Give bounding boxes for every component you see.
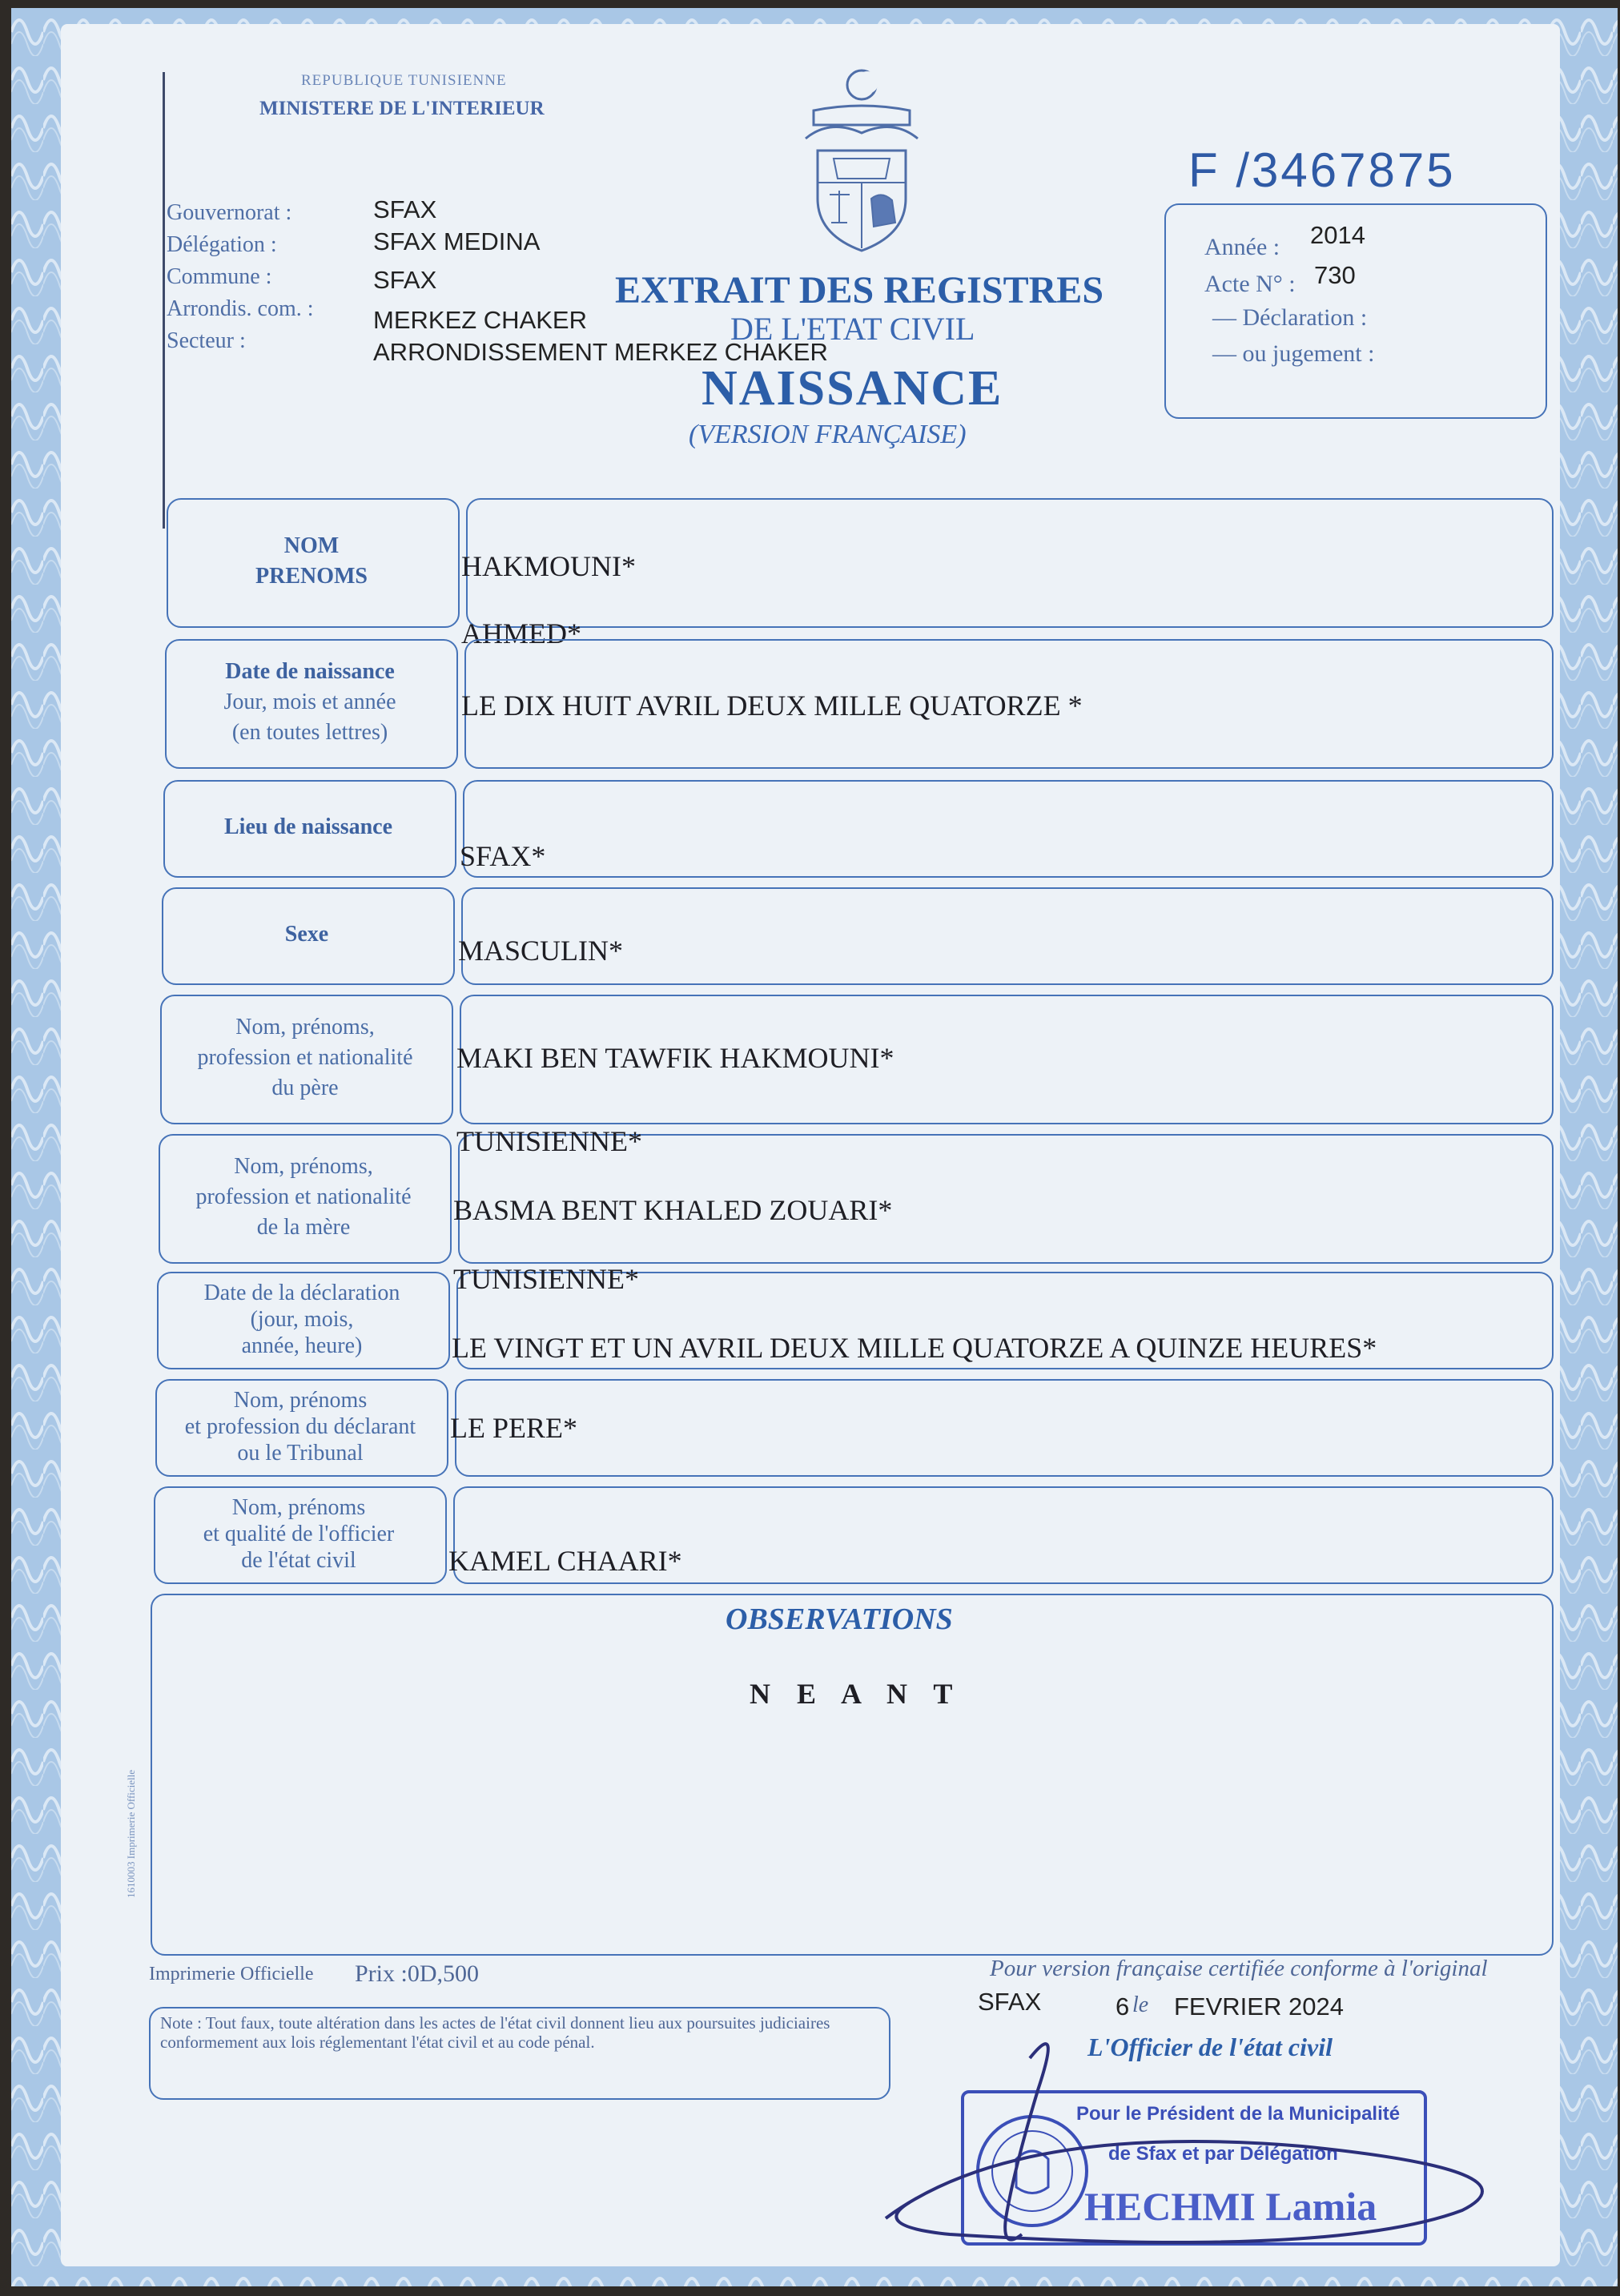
stamp-line-1: Pour le Président de la Municipalité <box>1076 2103 1401 2125</box>
coat-of-arms-emblem <box>798 62 926 259</box>
declarant-label-1: Nom, prénoms <box>233 1387 368 1413</box>
imprimerie-text: Imprimerie Officielle <box>149 1964 314 1984</box>
lieu-label: Lieu de naissance <box>223 814 393 839</box>
nom-label: NOM <box>283 533 340 558</box>
lieu-label-cell <box>163 780 453 875</box>
sexe-label-cell <box>162 887 452 982</box>
mere-nationality-value: TUNISIENNE* <box>453 1263 639 1295</box>
secteur-value: ARRONDISSEMENT MERKEZ CHAKER <box>373 338 828 366</box>
officier-value: KAMEL CHAARI* <box>448 1545 682 1577</box>
sexe-label: Sexe <box>284 922 329 947</box>
mere-value: BASMA BENT KHALED ZOUARI* <box>453 1194 893 1226</box>
sexe-value-box <box>461 887 1554 985</box>
jugement-label: — ou jugement : <box>1212 340 1375 367</box>
stamp-line-2: de Sfax et par Délégation <box>1108 2143 1338 2165</box>
declaration-label-cell <box>157 1272 447 1366</box>
commune-label: Commune : <box>167 264 272 289</box>
declarant-label-3: ou le Tribunal <box>237 1440 364 1466</box>
date-issue-value: FEVRIER 2024 <box>1174 1992 1344 2021</box>
declarant-value-box <box>455 1379 1554 1477</box>
declarant-label-2: et profession du déclarant <box>184 1413 416 1439</box>
mere-label-2: profession et nationalité <box>195 1184 412 1209</box>
gouvernorat-label: Gouvernorat : <box>167 200 292 225</box>
decl-label-3: année, heure) <box>241 1333 363 1358</box>
lieu-value: SFAX* <box>460 840 546 872</box>
gouvernorat-value: SFAX <box>373 195 437 223</box>
date-value: LE DIX HUIT AVRIL DEUX MILLE QUATORZE * <box>461 690 1083 722</box>
declaration-label: — Déclaration : <box>1212 304 1368 331</box>
date-sub-2: (en toutes lettres) <box>231 720 388 745</box>
date-label-cell <box>165 639 455 766</box>
officier-label-2: et qualité de l'officier <box>203 1521 395 1546</box>
pere-label-3: du père <box>271 1076 339 1100</box>
place-value: SFAX <box>978 1988 1042 2016</box>
certification-text: Pour version française certifiée conforme à l'original <box>990 1956 1488 1981</box>
nom-value: HAKMOUNI* <box>461 550 636 582</box>
pere-value: MAKI BEN TAWFIK HAKMOUNI* <box>456 1042 894 1074</box>
date-sub-1: Jour, mois et année <box>223 690 396 714</box>
prenoms-value: AHMED* <box>461 617 581 649</box>
pere-label-2: profession et nationalité <box>197 1045 413 1070</box>
observations-box <box>151 1594 1554 1956</box>
lieu-value-box <box>463 780 1554 878</box>
le-text: le <box>1132 1992 1149 2017</box>
acte-number-value: 730 <box>1314 261 1356 289</box>
sexe-value: MASCULIN* <box>458 935 624 967</box>
title-line-1: EXTRAIT DES REGISTRES <box>615 269 1104 312</box>
republic-text: REPUBLIQUE TUNISIENNE <box>301 72 507 89</box>
pere-label-1: Nom, prénoms, <box>235 1015 375 1039</box>
declarant-label-cell <box>155 1379 445 1474</box>
mere-label-3: de la mère <box>256 1215 351 1240</box>
commune-value: SFAX <box>373 266 437 294</box>
observations-value: N E A N T <box>750 1678 963 1710</box>
arrondis-label: Arrondis. com. : <box>167 296 314 321</box>
note-text: Note : Tout faux, toute altération dans les actes de l'état civil donnent lieu aux poursuites judiciaires conformement aux lois réglementant l'état civil et au code pénal. <box>160 2013 830 2052</box>
pere-nationality-value: TUNISIENNE* <box>456 1125 642 1157</box>
observations-title: OBSERVATIONS <box>726 1602 953 1636</box>
certificate-sheet <box>11 8 1618 2286</box>
handwritten-signature <box>854 2026 1558 2266</box>
secteur-label: Secteur : <box>167 328 246 353</box>
date-label: Date de naissance <box>225 659 395 684</box>
margin-rule <box>163 72 165 529</box>
delegation-value: SFAX MEDINA <box>373 227 541 255</box>
title-naissance: NAISSANCE <box>701 361 1003 416</box>
officer-title: L'Officier de l'état civil <box>1087 2033 1333 2061</box>
title-version: (VERSION FRANÇAISE) <box>689 420 967 449</box>
certificate-body <box>61 24 1560 2266</box>
delegation-label: Délégation : <box>167 232 277 257</box>
prenoms-label: PRENOMS <box>255 564 368 589</box>
officier-label-3: de l'état civil <box>241 1547 356 1573</box>
day-value: 6 <box>1116 1992 1130 2021</box>
prix-text: Prix :0D,500 <box>355 1960 480 1987</box>
pere-label-cell <box>160 995 450 1121</box>
annee-label: Année : <box>1204 234 1280 260</box>
declaration-date-value: LE VINGT ET UN AVRIL DEUX MILLE QUATORZE A QUINZE HEURES* <box>452 1332 1377 1364</box>
arrondis-value: MERKEZ CHAKER <box>373 306 587 334</box>
acte-number-label: Acte N° : <box>1204 271 1296 297</box>
ministry-text: MINISTERE DE L'INTERIEUR <box>259 98 545 119</box>
nom-label-cell <box>167 498 456 625</box>
title-line-2: DE L'ETAT CIVIL <box>730 311 975 347</box>
mere-label-cell <box>159 1134 448 1261</box>
decl-label-2: (jour, mois, <box>250 1306 354 1332</box>
officier-label-1: Nom, prénoms <box>231 1494 366 1520</box>
serial-number: F /3467875 <box>1188 143 1456 197</box>
mere-label-1: Nom, prénoms, <box>234 1154 373 1179</box>
stamp-name: HECHMI Lamia <box>1084 2184 1377 2229</box>
officier-label-cell <box>154 1486 444 1581</box>
side-print-text: 1610003 Imprimerie Officielle <box>125 1769 137 1898</box>
decl-label-1: Date de la déclaration <box>203 1280 400 1305</box>
declarant-value: LE PERE* <box>450 1412 577 1444</box>
annee-value: 2014 <box>1310 221 1365 249</box>
